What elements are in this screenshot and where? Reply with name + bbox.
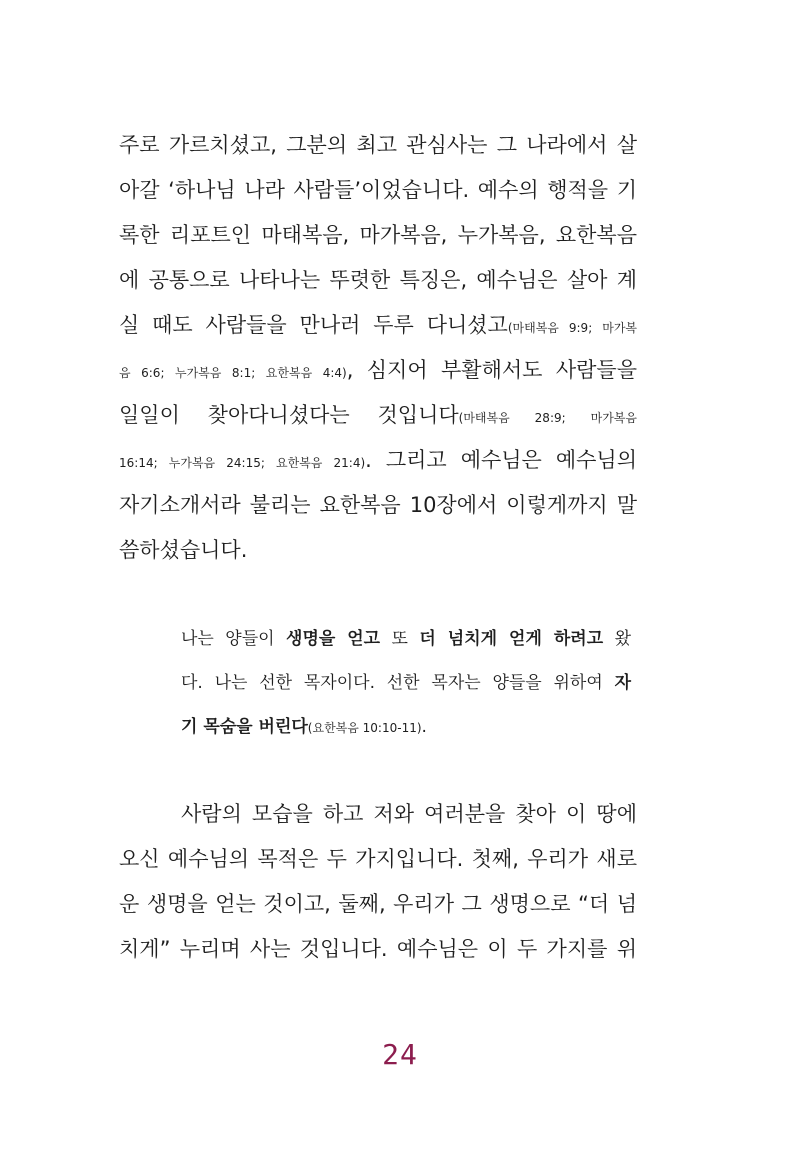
body-text: , 심지어 부활해서도 사람들을 bbox=[346, 358, 637, 382]
quote-line bbox=[181, 661, 631, 705]
body-line: 에 공통으로 나타나는 뚜렷한 특징은, 예수님은 살아 계 bbox=[119, 268, 637, 292]
body-line: 치게” 누리며 사는 것입니다. 예수님은 이 두 가지를 위 bbox=[119, 937, 637, 961]
quote-text: 또 bbox=[380, 629, 420, 649]
bible-reference: (요한복음 10:10-11) bbox=[307, 721, 422, 735]
quote-text: 나는 양들이 bbox=[181, 629, 287, 649]
quote-text: 왔 bbox=[603, 629, 631, 649]
quote-emphasis: 기 목숨을 버린다 bbox=[181, 717, 308, 737]
body-line: 주로 가르치셨고, 그분의 최고 관심사는 그 나라에서 살 bbox=[119, 133, 637, 157]
body-line: 자기소개서라 불리는 요한복음 10장에서 이렇게까지 말 bbox=[119, 493, 637, 517]
body-line: 운 생명을 얻는 것이고, 둘째, 우리가 그 생명으로 “더 넘 bbox=[119, 892, 637, 916]
body-line bbox=[119, 348, 637, 392]
body-line: 씀하셨습니다. bbox=[119, 538, 248, 562]
quote-emphasis: 자 bbox=[614, 673, 631, 693]
body-line: 록한 리포트인 마태복음, 마가복음, 누가복음, 요한복음 bbox=[119, 223, 637, 247]
page-number: 24 bbox=[382, 1038, 418, 1071]
quote-emphasis: 더 넘치게 얻게 하려고 bbox=[419, 629, 604, 649]
bible-reference: (마태복음 28:9; 마가복음 bbox=[458, 411, 637, 425]
body-line: 오신 예수님의 목적은 두 가지입니다. 첫째, 우리가 새로 bbox=[119, 847, 637, 871]
body-line: 사람의 모습을 하고 저와 여러분을 찾아 이 땅에 bbox=[181, 802, 637, 826]
bible-reference: 음 6:6; 누가복음 8:1; 요한복음 4:4) bbox=[119, 366, 347, 380]
body-line: 아갈 ‘하나님 나라 사람들’이었습니다. 예수의 행적을 기 bbox=[119, 178, 637, 202]
quote-text: 다. 나는 선한 목자이다. 선한 목자는 양들을 위하여 bbox=[181, 673, 615, 693]
body-text: . 그리고 예수님은 예수님의 bbox=[365, 448, 637, 472]
bible-reference: (마태복음 9:9; 마가복 bbox=[507, 321, 638, 335]
bible-reference: 16:14; 누가복음 24:15; 요한복음 21:4) bbox=[119, 456, 366, 470]
body-line bbox=[119, 438, 637, 482]
body-text: 일일이 찾아다니셨다는 것입니다 bbox=[119, 403, 459, 427]
quote-text: . bbox=[421, 717, 427, 737]
quote-line bbox=[181, 705, 427, 749]
body-line bbox=[119, 303, 637, 347]
quote-emphasis: 생명을 얻고 bbox=[286, 629, 381, 649]
quote-line bbox=[181, 617, 631, 661]
body-text: 실 때도 사람들을 만나러 두루 다니셨고 bbox=[119, 313, 508, 337]
body-line bbox=[119, 393, 637, 437]
